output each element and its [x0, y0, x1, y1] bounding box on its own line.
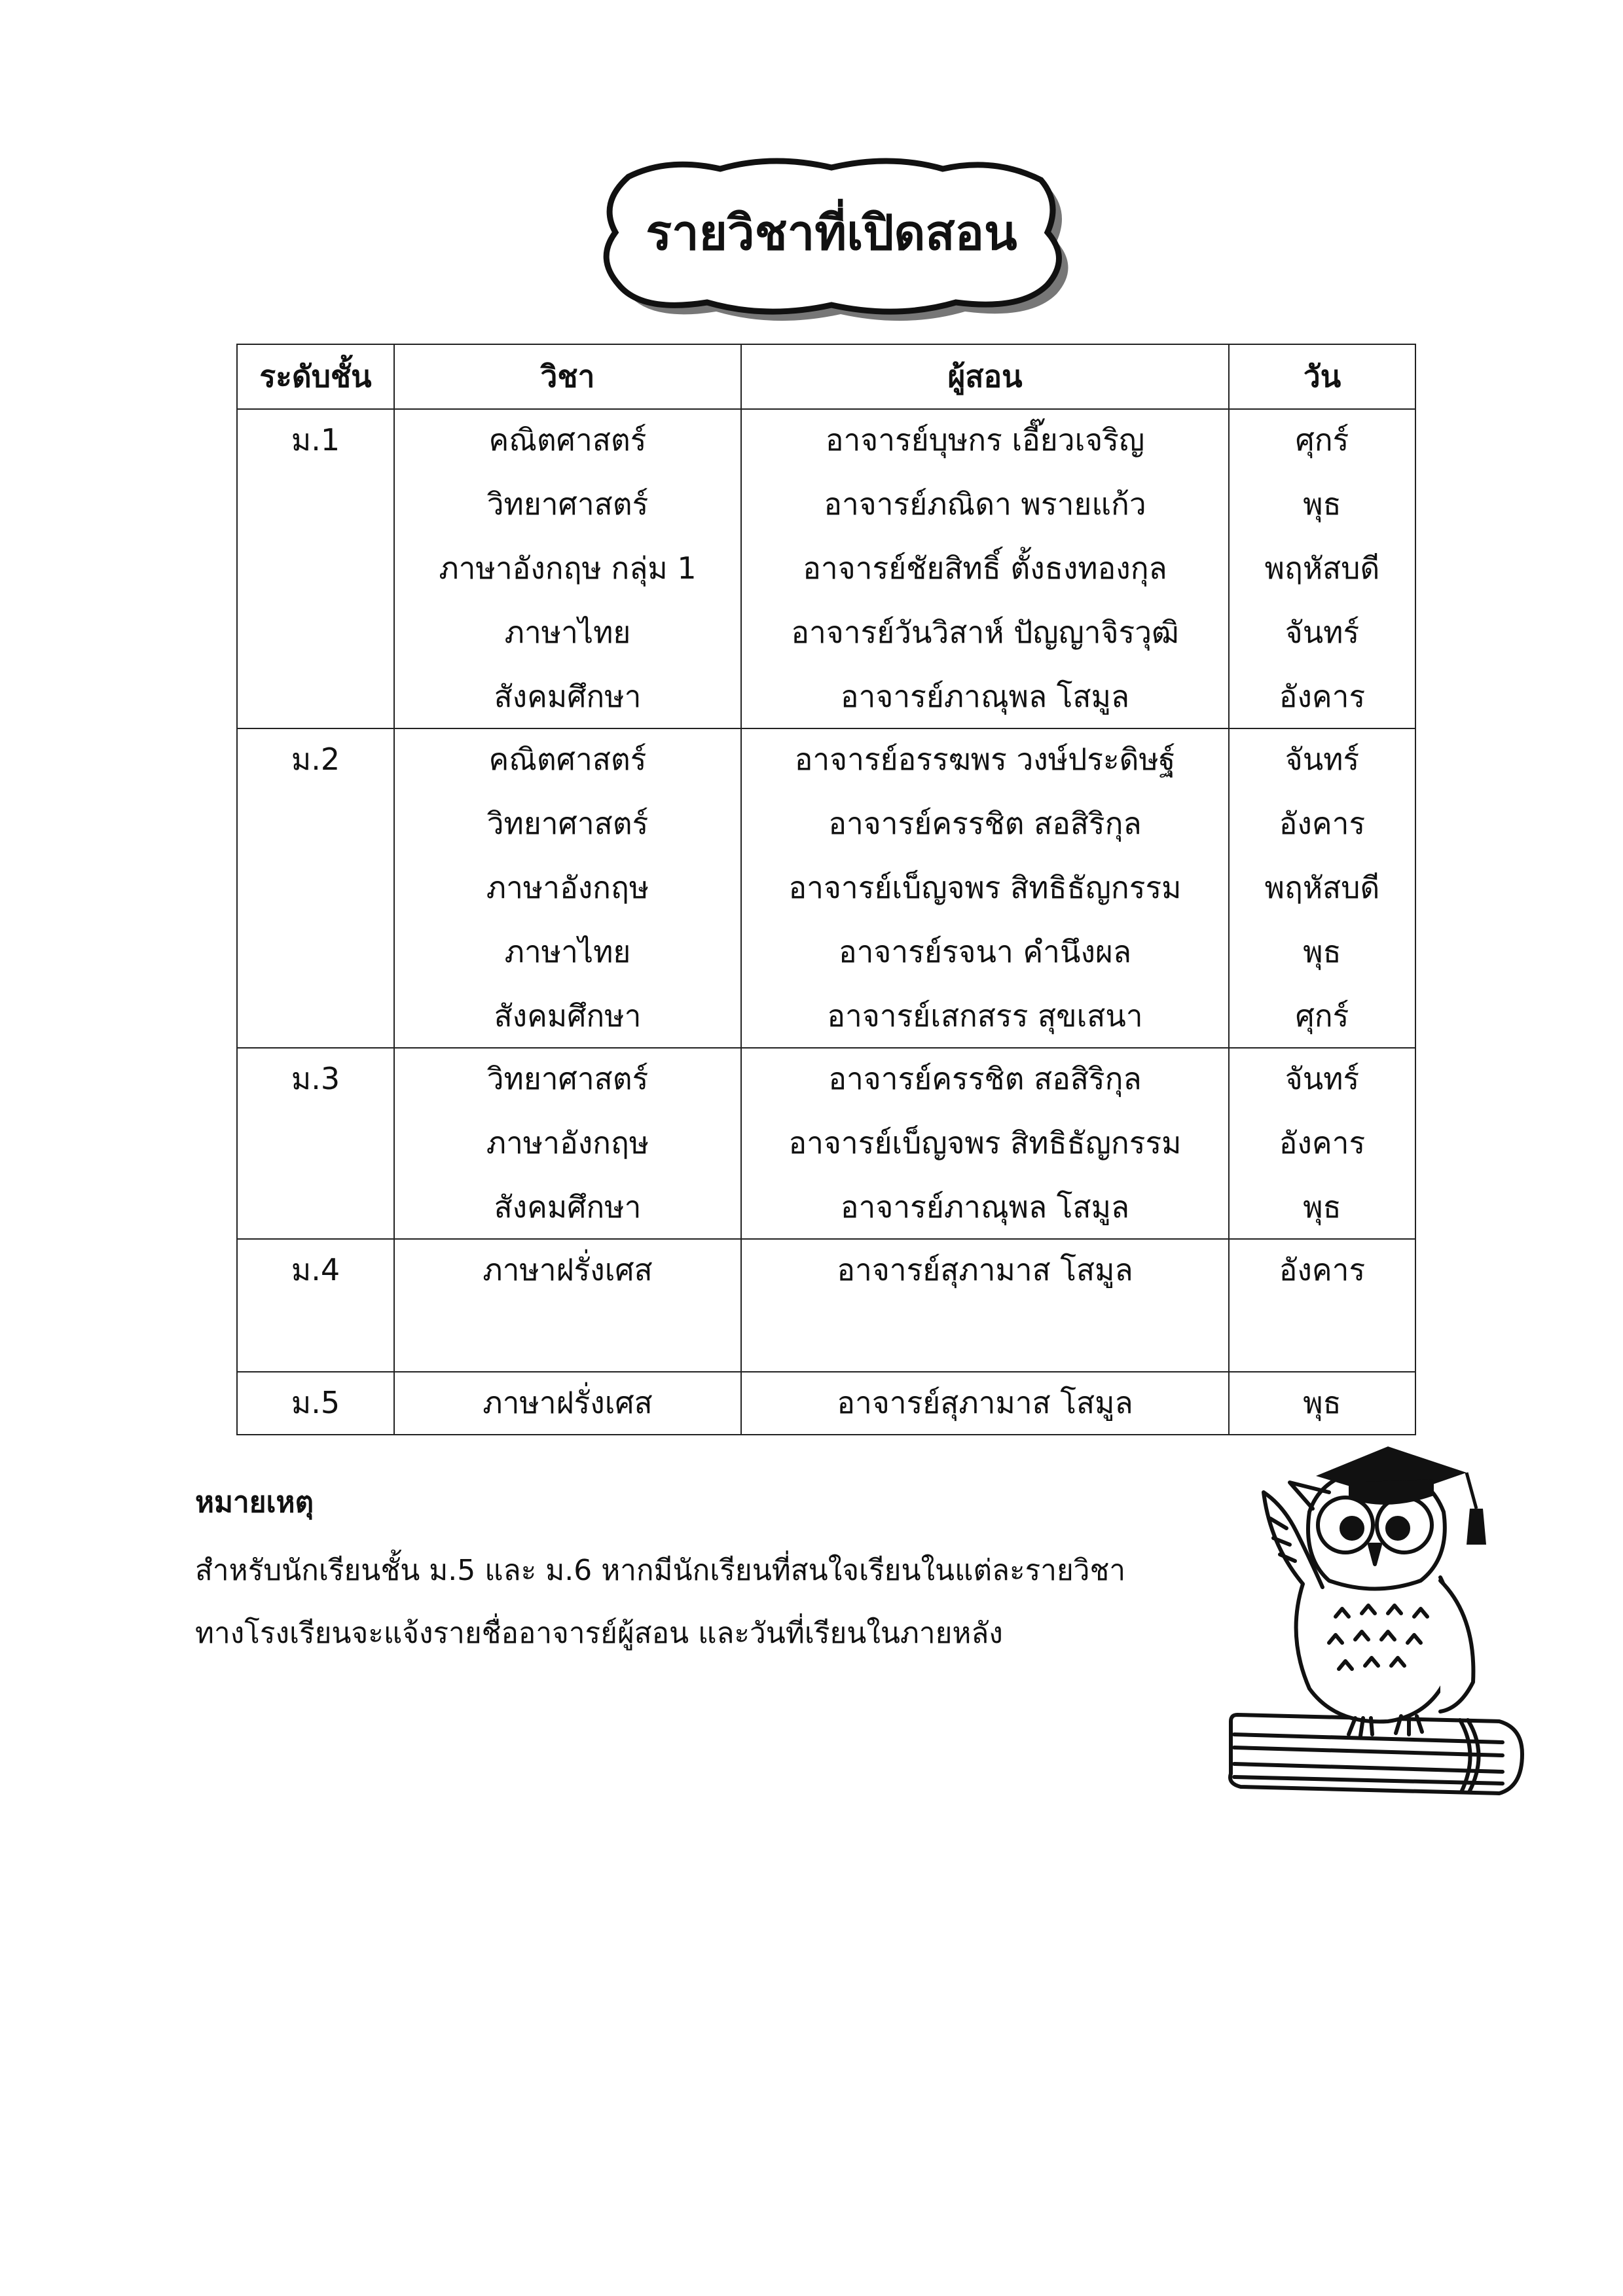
subject-name: ภาษาไทย — [504, 934, 631, 969]
day-name: พฤหัสบดี — [1264, 870, 1380, 905]
schedule-table — [236, 344, 1416, 1435]
subject-name: ภาษาอังกฤษ — [486, 1125, 649, 1160]
teacher-cell — [741, 409, 1229, 728]
table-row-m3 — [237, 1048, 1415, 1239]
subject-name: ภาษาฝรั่งเศส — [483, 1252, 653, 1287]
subject-cell — [394, 409, 741, 728]
teacher-name: อาจารย์สุภามาส โสมูล — [837, 1385, 1133, 1420]
teacher-name: อาจารย์อรรฆพร วงษ์ประดิษฐ์ — [794, 742, 1176, 777]
header-teacher: ผู้สอน — [741, 344, 1229, 409]
table-row-m4 — [237, 1239, 1415, 1372]
day-name: อังคาร — [1279, 806, 1366, 841]
day-cell — [1229, 409, 1415, 728]
level-cell — [237, 1048, 394, 1239]
owl-on-book-illustration — [1224, 1446, 1539, 1826]
subject-name: สังคมศึกษา — [494, 998, 642, 1033]
teacher-name: อาจารย์วันวิสาห์ ปัญญาจิรวุฒิ — [791, 615, 1179, 650]
level-label: ม.3 — [291, 1061, 340, 1096]
subject-cell — [394, 1372, 741, 1435]
teacher-name: อาจารย์รจนา คำนึงผล — [838, 934, 1132, 969]
subject-name: ภาษาอังกฤษ กลุ่ม 1 — [439, 550, 697, 586]
level-cell — [237, 728, 394, 1048]
level-label: ม.1 — [291, 422, 340, 457]
table-row-m5 — [237, 1372, 1415, 1435]
page-title: รายวิชาที่เปิดสอน — [646, 205, 1017, 261]
level-label: ม.5 — [291, 1385, 340, 1420]
header-level: ระดับชั้น — [237, 344, 394, 409]
notes-heading: หมายเหตุ — [195, 1486, 314, 1519]
subject-name: คณิตศาสตร์ — [488, 422, 647, 457]
subject-name: วิทยาศาสตร์ — [486, 486, 649, 522]
day-name: อังคาร — [1279, 1252, 1366, 1287]
day-name: พฤหัสบดี — [1264, 550, 1380, 586]
teacher-name: อาจารย์ครรชิต สอสิริกุล — [828, 806, 1142, 841]
day-cell — [1229, 1239, 1415, 1372]
level-label: ม.2 — [291, 742, 340, 777]
teacher-name: อาจารย์เสกสรร สุขเสนา — [827, 998, 1143, 1033]
subject-cell — [394, 1239, 741, 1372]
header-day: วัน — [1229, 344, 1415, 409]
teacher-name: อาจารย์ภาณุพล โสมูล — [840, 679, 1130, 714]
level-cell — [237, 1372, 394, 1435]
teacher-cell — [741, 1048, 1229, 1239]
teacher-name: อาจารย์ภาณุพล โสมูล — [840, 1189, 1130, 1225]
table-header-row — [237, 344, 1415, 409]
day-name: อังคาร — [1279, 679, 1366, 714]
day-name: จันทร์ — [1285, 615, 1360, 650]
subject-name: ภาษาไทย — [504, 615, 631, 650]
level-label: ม.4 — [291, 1252, 340, 1287]
title-cloud — [589, 151, 1074, 334]
table-row-m2 — [237, 728, 1415, 1048]
teacher-cell — [741, 1239, 1229, 1372]
level-cell — [237, 1239, 394, 1372]
day-name: ศุกร์ — [1295, 422, 1349, 457]
day-name: พุธ — [1303, 1385, 1341, 1420]
subject-name: วิทยาศาสตร์ — [486, 1061, 649, 1096]
subject-name: ภาษาอังกฤษ — [486, 870, 649, 905]
day-name: จันทร์ — [1285, 1061, 1360, 1096]
note-line: ทางโรงเรียนจะแจ้งรายชื่ออาจารย์ผู้สอน และวันที่เรียนในภายหลัง — [195, 1617, 1003, 1650]
teacher-name: อาจารย์เบ็ญจพร สิทธิธัญกรรม — [788, 1125, 1182, 1160]
subject-cell — [394, 1048, 741, 1239]
teacher-name: อาจารย์ครรชิต สอสิริกุล — [828, 1061, 1142, 1096]
subject-name: วิทยาศาสตร์ — [486, 806, 649, 841]
teacher-cell — [741, 1372, 1229, 1435]
day-name: พุธ — [1303, 1189, 1341, 1225]
teacher-name: อาจารย์สุภามาส โสมูล — [837, 1252, 1133, 1287]
notes-section — [195, 1479, 1308, 1681]
note-line: สำหรับนักเรียนชั้น ม.5 และ ม.6 หากมีนักเรียนที่สนใจเรียนในแต่ละรายวิชา — [195, 1554, 1126, 1587]
subject-name: สังคมศึกษา — [494, 679, 642, 714]
teacher-name: อาจารย์บุษกร เอี๊ยวเจริญ — [825, 422, 1145, 457]
subject-name: สังคมศึกษา — [494, 1189, 642, 1225]
day-name: พุธ — [1303, 486, 1341, 522]
teacher-name: อาจารย์ชัยสิทธิ์ ตั้งธงทองกุล — [803, 550, 1167, 586]
day-cell — [1229, 1372, 1415, 1435]
day-name: พุธ — [1303, 934, 1341, 969]
teacher-cell — [741, 728, 1229, 1048]
teacher-name: อาจารย์เบ็ญจพร สิทธิธัญกรรม — [788, 870, 1182, 905]
teacher-name: อาจารย์ภณิดา พรายแก้ว — [824, 486, 1146, 522]
day-name: ศุกร์ — [1295, 998, 1349, 1033]
table-row-m1 — [237, 409, 1415, 728]
day-name: จันทร์ — [1285, 742, 1360, 777]
level-cell — [237, 409, 394, 728]
day-cell — [1229, 728, 1415, 1048]
day-cell — [1229, 1048, 1415, 1239]
subject-name: คณิตศาสตร์ — [488, 742, 647, 777]
day-name: อังคาร — [1279, 1125, 1366, 1160]
header-subject: วิชา — [394, 344, 741, 409]
subject-cell — [394, 728, 741, 1048]
subject-name: ภาษาฝรั่งเศส — [483, 1385, 653, 1420]
